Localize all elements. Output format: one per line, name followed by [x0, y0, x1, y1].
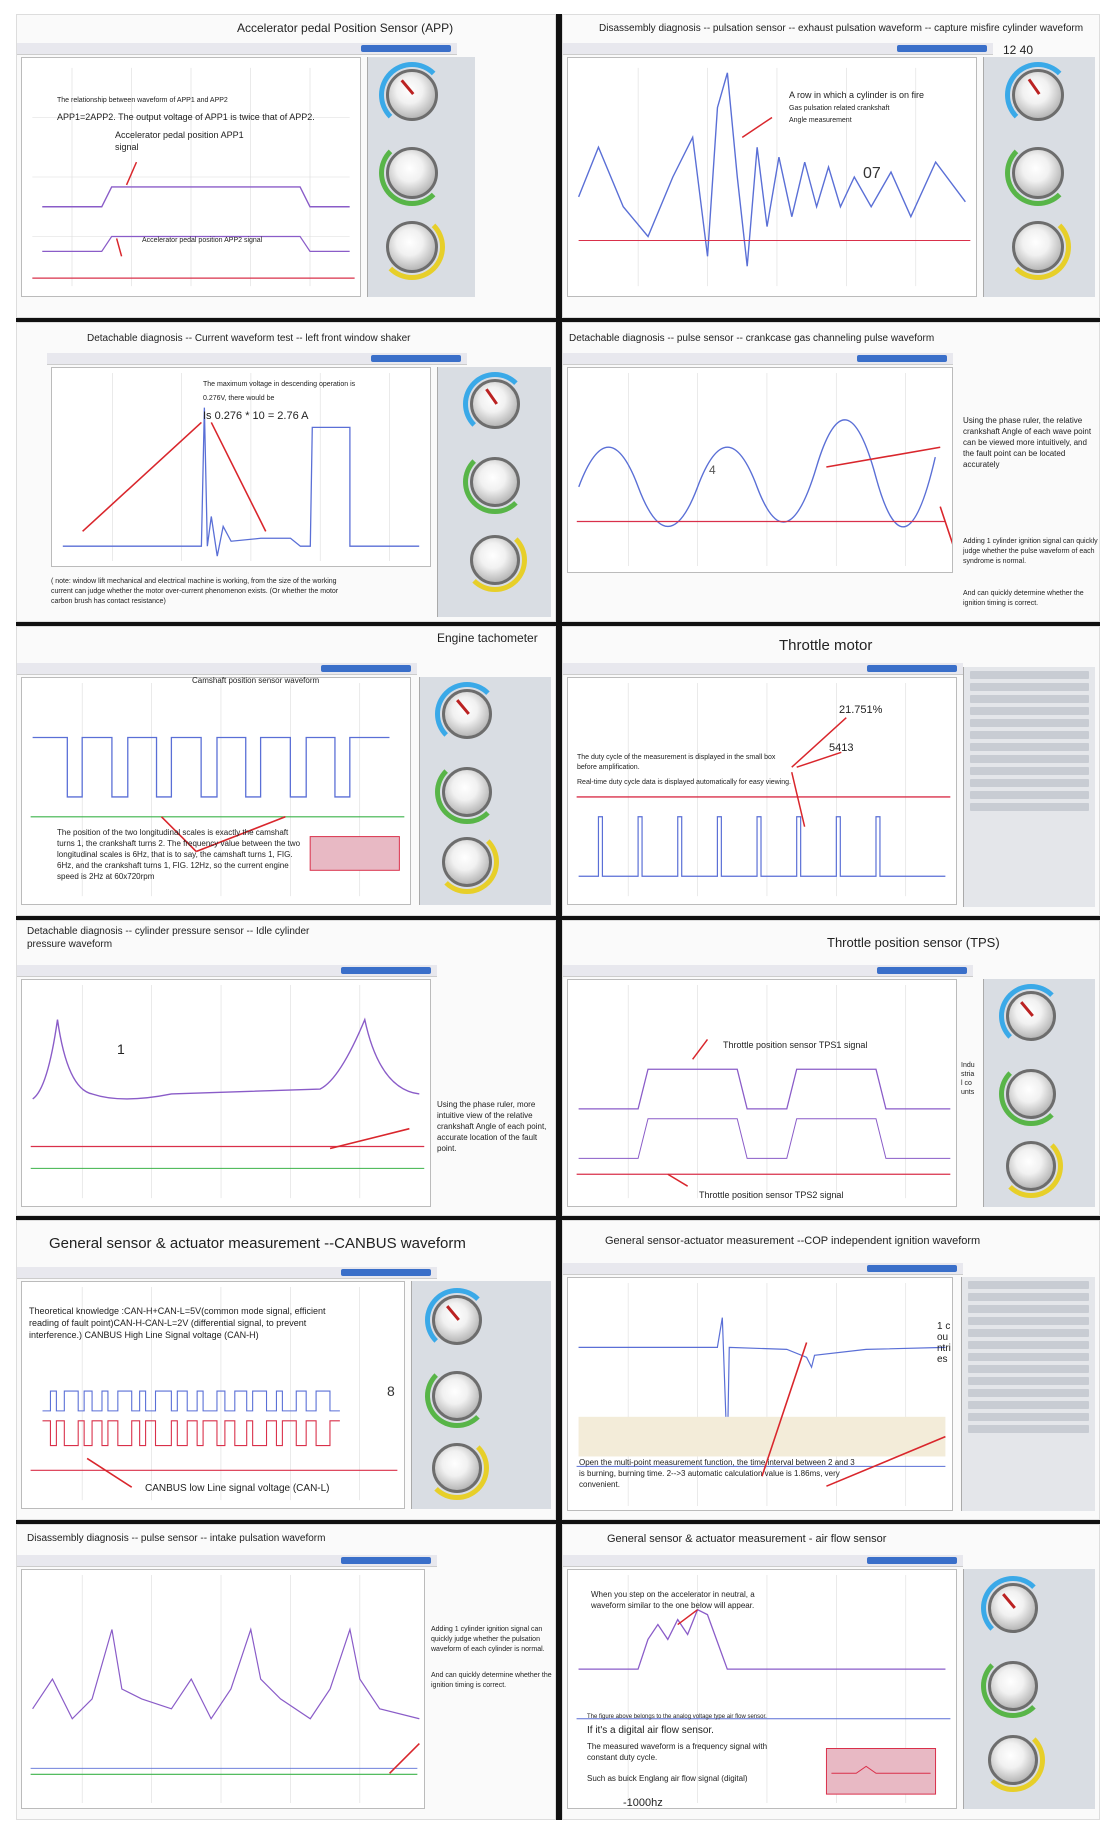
knob-icon[interactable]	[386, 221, 438, 273]
knob-icon[interactable]	[470, 379, 520, 429]
note: Using the phase ruler, more intuitive view of the relative crankshaft Angle of each point, accurate location of the fault point.	[437, 1100, 547, 1153]
screenshot-collage	[16, 14, 1100, 1820]
marker: 1	[117, 1041, 125, 1057]
panel-title: Throttle motor	[779, 637, 873, 654]
note: Gas pulsation related crankshaft Angle measurement	[789, 105, 890, 124]
panel-cop-ignition	[562, 1220, 1100, 1520]
side-label: 1 countries	[937, 1321, 951, 1365]
toolbar[interactable]	[563, 1555, 963, 1567]
scope-screen[interactable]	[21, 979, 431, 1207]
note: A row in which a cylinder is on fire	[789, 90, 925, 100]
toolbar[interactable]	[563, 965, 973, 977]
note: The duty cycle of the measurement is displayed in the small box before amplification.	[577, 754, 776, 771]
toolbar[interactable]	[563, 1263, 963, 1275]
knob-icon[interactable]	[442, 689, 492, 739]
scope-screen[interactable]	[567, 677, 957, 905]
knob-icon[interactable]	[1006, 1141, 1056, 1191]
note: And can quickly determine whether the ignition timing is correct.	[963, 590, 1084, 607]
measurement-list[interactable]	[963, 667, 1095, 907]
formula: Is 0.276 * 10 = 2.76 A	[203, 410, 309, 422]
waveform	[568, 368, 952, 572]
toolbar[interactable]	[563, 663, 963, 675]
divider	[556, 14, 562, 1820]
toolbar[interactable]	[17, 43, 457, 55]
frequency-value: 5413	[829, 742, 854, 754]
knob-icon[interactable]	[432, 1443, 482, 1493]
knob-icon[interactable]	[442, 767, 492, 817]
knob-icon[interactable]	[386, 147, 438, 199]
corner-label: 12 40	[1003, 43, 1034, 57]
knob-icon[interactable]	[432, 1371, 482, 1421]
note: Such as buick Englang air flow signal (digital)	[587, 1774, 748, 1783]
panel-app	[16, 14, 556, 318]
note: And can quickly determine whether the ignition timing is correct.	[431, 1672, 552, 1689]
knob-icon[interactable]	[1006, 991, 1056, 1041]
panel-title: Detachable diagnosis -- Current waveform test -- left front window shaker	[87, 333, 411, 344]
panel-title: Engine tachometer	[437, 631, 538, 645]
panel-canbus	[16, 1220, 556, 1520]
scope-screen[interactable]	[567, 979, 957, 1207]
knob-icon[interactable]	[470, 457, 520, 507]
knob-panel	[367, 57, 475, 297]
note: Open the multi-point measurement function, the time interval between 2 and 3 is burning, burning time. 2-->3 automatic calculation value is 1.86ms, very convenient.	[579, 1458, 855, 1489]
label: Camshaft position sensor waveform	[192, 676, 320, 685]
knob-icon[interactable]	[1006, 1069, 1056, 1119]
panel-tachometer	[16, 626, 556, 916]
note: Adding 1 cylinder ignition signal can quickly judge whether the pulsation waveform of each cylinder is normal.	[431, 1626, 545, 1653]
frequency-value: -1000hz	[623, 1797, 663, 1809]
panel-tps	[562, 920, 1100, 1216]
note: The position of the two longitudinal scales is exactly the camshaft turns 1, the crankshaft turns 2. The frequency value between the two longitudinal scales is 6Hz, that is to say, the camshaft turns 1, FIG. 6Hz, and the crankshaft turns 1, FIG. 12Hz, so the current engine speed is 2Hz at 60x720rpm	[57, 828, 301, 881]
footnote: ( note: window lift mechanical and electrical machine is working, from the size of the working current can judge whether the motor over-current phenomenon exists. (Or whether the motor carbon brush has contact resistance)	[51, 578, 339, 605]
knob-icon[interactable]	[1012, 69, 1064, 121]
note: If it's a digital air flow sensor.	[587, 1725, 714, 1736]
note: Real-time duty cycle data is displayed automatically for easy viewing.	[577, 779, 791, 786]
marker: 4	[709, 463, 716, 477]
scope-screen[interactable]	[21, 57, 361, 297]
waveform	[568, 678, 956, 904]
panel-crankcase	[562, 322, 1100, 622]
knob-icon[interactable]	[988, 1661, 1038, 1711]
panel-title: Throttle position sensor (TPS)	[827, 935, 1000, 950]
label: Throttle position sensor TPS1 signal	[723, 1040, 868, 1050]
panel-title: Disassembly diagnosis -- pulse sensor -- intake pulsation waveform	[27, 1533, 326, 1544]
measurement-list[interactable]	[961, 1277, 1095, 1511]
knob-panel	[983, 57, 1095, 297]
note: Theoretical knowledge :CAN-H+CAN-L=5V(common mode signal, efficient reading of fault point)CAN-H-CAN-L=2V (differential signal, to prevent interference.) CANBUS High Line Signal voltage (CAN-H)	[29, 1306, 326, 1340]
panel-exhaust	[562, 14, 1100, 318]
toolbar[interactable]	[47, 353, 467, 365]
knob-icon[interactable]	[442, 837, 492, 887]
toolbar[interactable]	[563, 353, 953, 365]
knob-panel	[419, 677, 551, 905]
panel-intake	[16, 1524, 556, 1820]
panel-window-current	[16, 322, 556, 622]
side-label: Industrial counts	[961, 1062, 975, 1096]
waveform	[568, 980, 956, 1206]
toolbar[interactable]	[17, 1555, 437, 1567]
panel-title: Accelerator pedal Position Sensor (APP)	[237, 21, 454, 35]
knob-icon[interactable]	[988, 1735, 1038, 1785]
panel-title: General sensor & actuator measurement - air flow sensor	[607, 1533, 887, 1545]
note: The relationship between waveform of APP1 and APP2	[57, 97, 228, 104]
waveform	[22, 980, 430, 1206]
waveform	[22, 58, 360, 296]
knob-icon[interactable]	[1012, 221, 1064, 273]
label: CANBUS low Line signal voltage (CAN-L)	[145, 1483, 330, 1494]
toolbar[interactable]	[17, 965, 437, 977]
duty-value: 21.751%	[839, 704, 883, 716]
scope-screen[interactable]	[21, 1569, 425, 1809]
label: Throttle position sensor TPS2 signal	[699, 1190, 844, 1200]
note: 0.276V, there would be	[203, 395, 275, 402]
knob-icon[interactable]	[432, 1295, 482, 1345]
knob-icon[interactable]	[470, 535, 520, 585]
note: When you step on the accelerator in neutral, a waveform similar to the one below will appear.	[591, 1590, 755, 1610]
panel-title: Detachable diagnosis -- pulse sensor -- crankcase gas channeling pulse waveform	[569, 333, 935, 344]
knob-panel	[983, 979, 1095, 1207]
knob-icon[interactable]	[1012, 147, 1064, 199]
panel-title: Detachable diagnosis -- cylinder pressure sensor -- Idle cylinder pressure waveform	[27, 926, 310, 950]
waveform	[22, 1570, 424, 1808]
panel-title: General sensor & actuator measurement --CANBUS waveform	[49, 1235, 466, 1252]
knob-panel	[963, 1569, 1095, 1809]
toolbar[interactable]	[17, 663, 417, 675]
note: Adding 1 cylinder ignition signal can quickly judge whether the pulse waveform of each syndrome is normal.	[963, 538, 1098, 565]
label: Accelerator pedal position APP2 signal	[142, 237, 263, 244]
knob-icon[interactable]	[386, 69, 438, 121]
scope-screen[interactable]	[567, 367, 953, 573]
panel-throttle-motor	[562, 626, 1100, 916]
knob-icon[interactable]	[988, 1583, 1038, 1633]
toolbar[interactable]	[563, 43, 993, 55]
panel-title: Disassembly diagnosis -- pulsation sensor -- exhaust pulsation waveform -- capture misfire cylinder waveform	[599, 23, 1084, 34]
note: Using the phase ruler, the relative crankshaft Angle of each wave point can be viewed more intuitively, and the fault point can be located accurately	[963, 416, 1092, 469]
note: The measured waveform is a frequency signal with constant duty cycle.	[587, 1742, 768, 1762]
panel-cylinder-pressure	[16, 920, 556, 1216]
note: The figure above belongs to the analog voltage type air flow sensor.	[587, 1714, 767, 1720]
label: Accelerator pedal position APP1 signal	[115, 130, 244, 152]
panel-title: General sensor-actuator measurement --COP independent ignition waveform	[605, 1235, 981, 1247]
knob-panel	[411, 1281, 551, 1509]
toolbar[interactable]	[17, 1267, 437, 1279]
note: The maximum voltage in descending operation is	[203, 381, 356, 388]
panel-airflow	[562, 1524, 1100, 1820]
marker: 8	[387, 1383, 395, 1399]
note: APP1=2APP2. The output voltage of APP1 is twice that of APP2.	[57, 112, 315, 122]
knob-panel	[437, 367, 551, 617]
marker: 07	[863, 165, 881, 182]
